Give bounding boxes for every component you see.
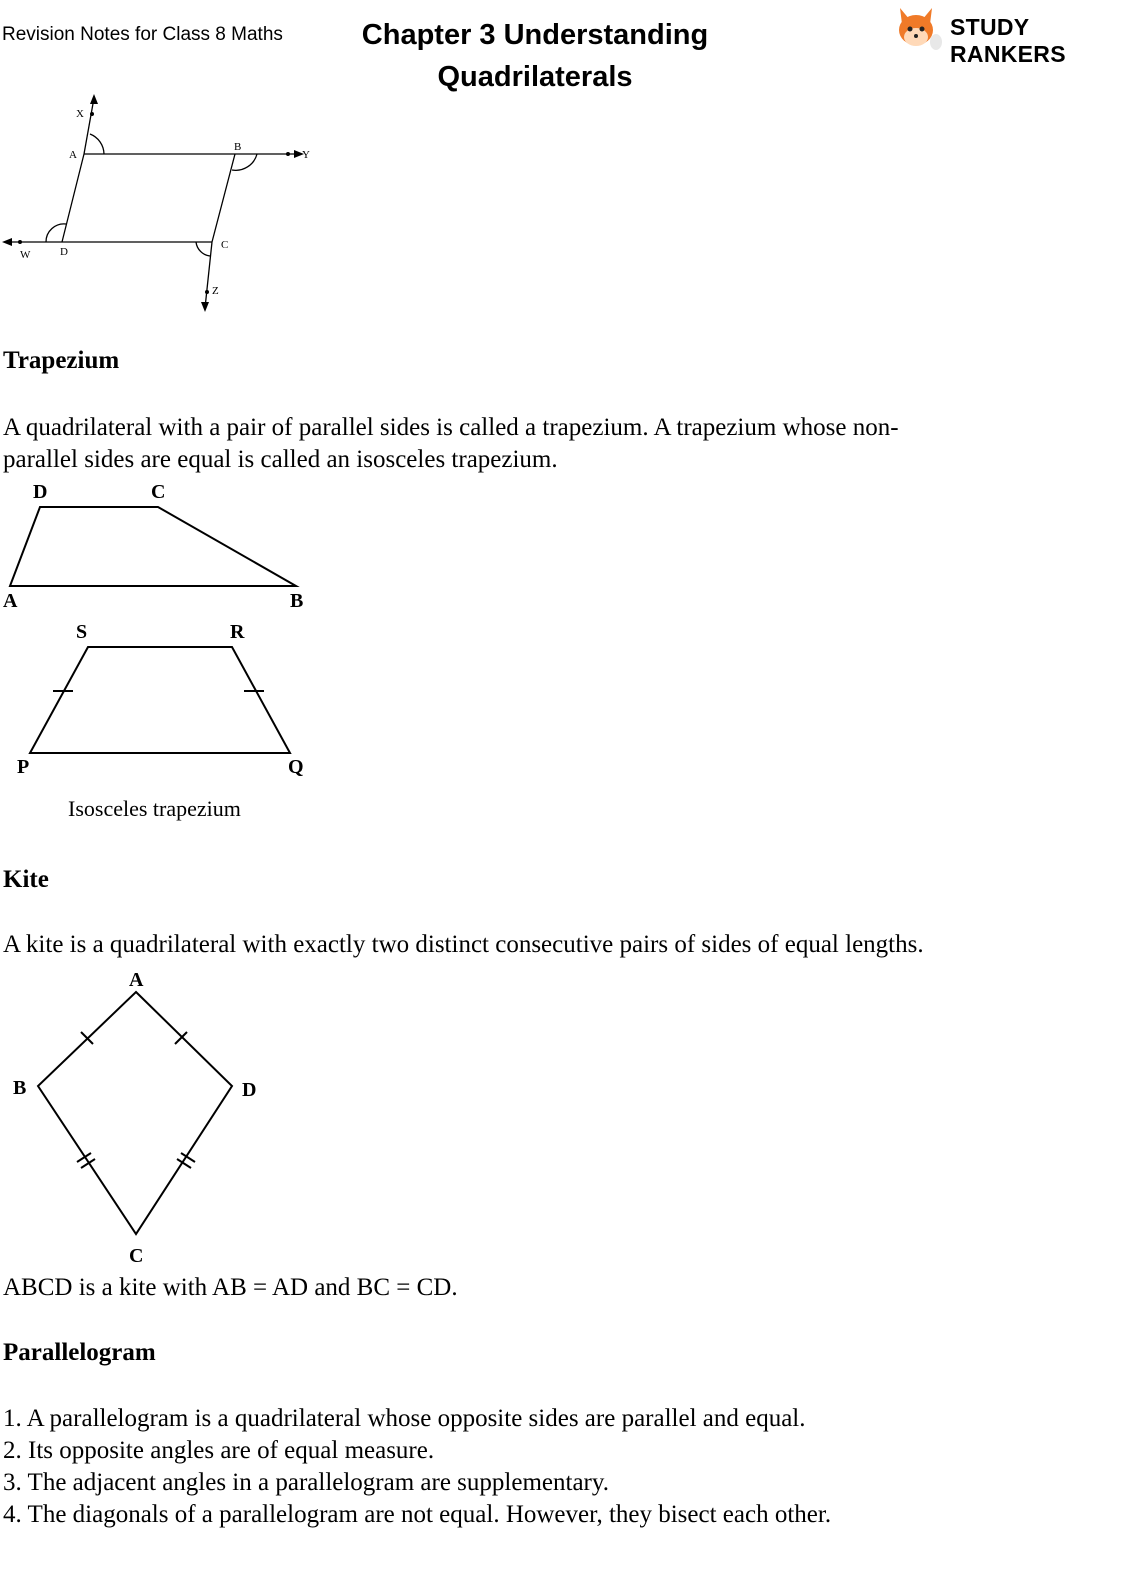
trap-label-a: A bbox=[3, 590, 18, 612]
list-item: 2. Its opposite angles are of equal measure. bbox=[3, 1437, 435, 1464]
trap-label-b: B bbox=[290, 590, 304, 612]
iso-label-p: P bbox=[17, 756, 30, 778]
kite-heading: Kite bbox=[3, 866, 49, 893]
label-z: Z bbox=[212, 285, 219, 297]
label-w: W bbox=[20, 249, 31, 261]
label-b: B bbox=[234, 141, 242, 153]
brand-logo bbox=[892, 4, 1136, 67]
label-x: X bbox=[76, 108, 84, 120]
page-title bbox=[300, 14, 770, 98]
header-subject: Revision Notes for Class 8 Maths bbox=[2, 24, 283, 45]
list-item: 3. The adjacent angles in a parallelogram are supplementary. bbox=[3, 1469, 609, 1496]
list-item: 4. The diagonals of a parallelogram are not equal. However, they bisect each other. bbox=[3, 1501, 832, 1528]
trap-label-d: D bbox=[33, 481, 48, 503]
ray-ax bbox=[84, 98, 94, 154]
arrow-z-icon bbox=[201, 302, 209, 312]
ray-cz bbox=[205, 242, 212, 308]
brand-name: STUDY RANKERS bbox=[950, 14, 1066, 67]
kite-statement: ABCD is a kite with AB = AD and BC = CD. bbox=[3, 1274, 458, 1301]
kite-paragraph: A kite is a quadrilateral with exactly two distinct consecutive pairs of sides of equal lengths. bbox=[3, 931, 924, 958]
parallelogram-list bbox=[3, 1403, 831, 1531]
iso-label-s: S bbox=[76, 621, 88, 643]
exterior-angles-figure bbox=[0, 90, 330, 320]
arrow-x-icon bbox=[90, 94, 98, 104]
trap-label-c: C bbox=[151, 481, 166, 503]
kite-figure bbox=[0, 964, 290, 1274]
iso-caption: Isosceles trapezium bbox=[68, 796, 241, 821]
trapezium-line1: A quadrilateral with a pair of parallel sides is called a trapezium. A trapezium whose non- bbox=[3, 414, 899, 441]
tick-ad bbox=[175, 1032, 187, 1044]
isosceles-trapezium-figure bbox=[0, 618, 330, 828]
angle-arc-a bbox=[90, 134, 104, 154]
side-da bbox=[62, 154, 84, 242]
arrow-w-icon bbox=[2, 238, 12, 246]
trapezium-paragraph bbox=[3, 412, 899, 476]
fox-icon bbox=[892, 4, 944, 52]
trapezium-figure bbox=[0, 478, 320, 613]
kite-label-c: C bbox=[129, 1245, 144, 1267]
label-d: D bbox=[60, 246, 68, 258]
angle-arc-c bbox=[196, 242, 210, 256]
kite-label-a: A bbox=[129, 969, 144, 991]
kite-label-b: B bbox=[13, 1077, 27, 1099]
label-a: A bbox=[69, 149, 77, 161]
trapezium-heading: Trapezium bbox=[3, 347, 120, 374]
iso-label-r: R bbox=[230, 621, 245, 643]
kite-label-d: D bbox=[242, 1079, 257, 1101]
label-y: Y bbox=[302, 149, 310, 161]
side-bc bbox=[212, 154, 235, 242]
page-title-line1: Chapter 3 Understanding bbox=[361, 19, 709, 51]
angle-arc-b bbox=[232, 154, 257, 170]
iso-label-q: Q bbox=[288, 756, 304, 778]
page-title-line2: Quadrilaterals bbox=[437, 61, 633, 93]
label-c: C bbox=[221, 239, 229, 251]
list-item: 1. A parallelogram is a quadrilateral whose opposite sides are parallel and equal. bbox=[3, 1405, 806, 1432]
trapezium-line2: parallel sides are equal is called an isosceles trapezium. bbox=[3, 446, 558, 473]
parallelogram-heading: Parallelogram bbox=[3, 1339, 156, 1366]
